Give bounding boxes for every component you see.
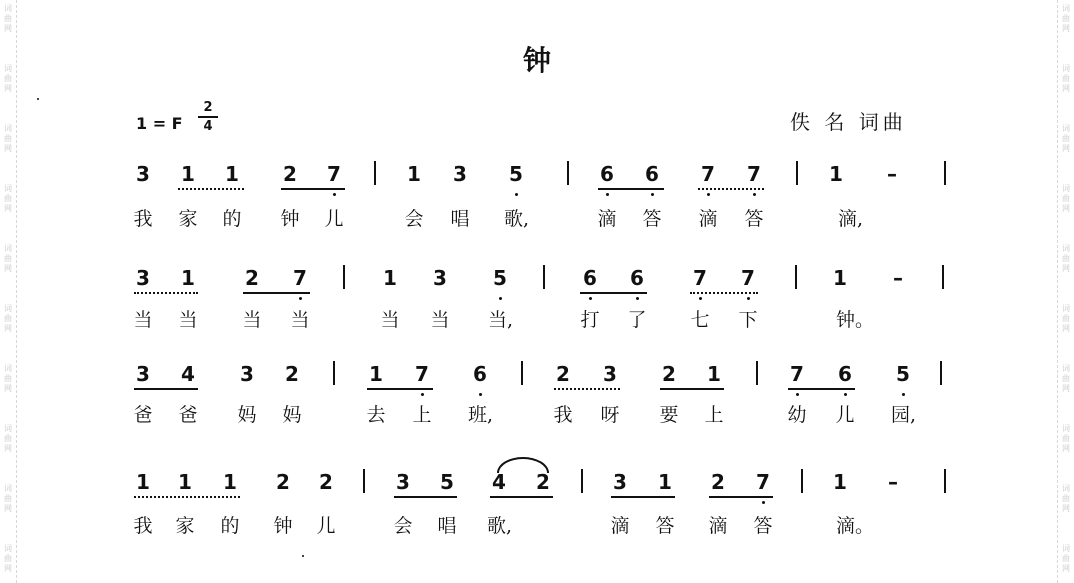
lyric-char: 钟 (280, 208, 300, 230)
score-note: 1 (658, 470, 672, 494)
beam-underline (367, 388, 433, 390)
score-note: – (893, 266, 903, 290)
score-note: 7 (741, 266, 755, 290)
beam-underline (598, 188, 664, 190)
bar-line (543, 265, 545, 289)
lyric-char: 幼 (787, 404, 807, 426)
bar-line (581, 469, 583, 493)
lyric-char: 歌, (487, 515, 513, 537)
watermark-text: 词 曲 网 (4, 424, 12, 453)
lyric-char: 钟 (273, 515, 293, 537)
score-note: – (887, 162, 897, 186)
beam-underline (554, 388, 620, 390)
score-note: 1 (223, 470, 237, 494)
lyric-char: 滴 (708, 515, 728, 537)
bar-line (363, 469, 365, 493)
lyric-char: 会 (404, 208, 424, 230)
lyric-char: 儿 (835, 404, 855, 426)
low-octave-dot (753, 193, 756, 196)
watermark-text: 词 曲 网 (4, 364, 12, 393)
score-note: 1 (829, 162, 843, 186)
bar-line (333, 361, 335, 385)
score-note: 2 (283, 162, 297, 186)
tie-slur (497, 457, 549, 473)
scan-speck (37, 98, 39, 100)
time-signature-line (198, 116, 218, 118)
beam-underline (660, 388, 724, 390)
bar-line (756, 361, 758, 385)
watermark-text: 词 曲 网 (1062, 244, 1070, 273)
lyric-char: 要 (659, 404, 679, 426)
beam-underline (788, 388, 855, 390)
lyric-char: 七 (690, 309, 710, 331)
lyric-char: 爸 (133, 404, 153, 426)
beam-underline (490, 496, 553, 498)
low-octave-dot (589, 297, 592, 300)
beam-underline (134, 496, 240, 498)
watermark-text: 词 曲 网 (4, 4, 12, 33)
bar-line (942, 265, 944, 289)
score-note: – (888, 470, 898, 494)
lyric-char: 歌, (504, 208, 530, 230)
score-note: 6 (473, 362, 487, 386)
low-octave-dot (499, 297, 502, 300)
score-note: 1 (833, 470, 847, 494)
watermark-text: 词 曲 网 (1062, 484, 1070, 513)
lyric-char: 我 (133, 515, 153, 537)
low-octave-dot (651, 193, 654, 196)
score-note: 3 (136, 162, 150, 186)
score-note: 3 (433, 266, 447, 290)
watermark-text: 词 曲 网 (4, 64, 12, 93)
score-note: 4 (492, 470, 506, 494)
time-signature-top: 2 (203, 100, 213, 115)
low-octave-dot (796, 393, 799, 396)
watermark-text: 词 曲 网 (1062, 544, 1070, 573)
lyric-char: 当, (488, 309, 514, 331)
score-note: 6 (838, 362, 852, 386)
beam-underline (281, 188, 345, 190)
watermark-text: 词 曲 网 (1062, 124, 1070, 153)
score-note: 6 (583, 266, 597, 290)
lyric-char: 滴 (597, 208, 617, 230)
bar-line (940, 361, 942, 385)
score-note: 1 (707, 362, 721, 386)
lyric-char: 唱 (437, 515, 457, 537)
beam-underline (134, 388, 198, 390)
lyric-char: 家 (178, 208, 198, 230)
lyric-char: 当 (133, 309, 153, 331)
lyric-char: 爸 (178, 404, 198, 426)
lyric-char: 答 (753, 515, 773, 537)
beam-underline (611, 496, 675, 498)
bar-line (944, 161, 946, 185)
low-octave-dot (299, 297, 302, 300)
score-note: 5 (440, 470, 454, 494)
score-note: 1 (407, 162, 421, 186)
score-note: 5 (896, 362, 910, 386)
lyric-char: 滴。 (836, 515, 875, 537)
beam-underline (709, 496, 773, 498)
lyric-char: 我 (553, 404, 573, 426)
lyric-char: 家 (175, 515, 195, 537)
lyric-char: 钟。 (836, 309, 875, 331)
score-note: 2 (285, 362, 299, 386)
low-octave-dot (515, 193, 518, 196)
lyric-char: 的 (222, 208, 242, 230)
low-octave-dot (699, 297, 702, 300)
watermark-text: 词 曲 网 (4, 484, 12, 513)
score-note: 2 (319, 470, 333, 494)
bar-line (944, 469, 946, 493)
low-octave-dot (844, 393, 847, 396)
score-note: 7 (701, 162, 715, 186)
watermark-text: 词 曲 网 (4, 544, 12, 573)
beam-underline (698, 188, 764, 190)
bar-line (374, 161, 376, 185)
bar-line (801, 469, 803, 493)
score-note: 7 (790, 362, 804, 386)
score-note: 1 (178, 470, 192, 494)
lyric-char: 当 (290, 309, 310, 331)
beam-underline (243, 292, 310, 294)
score-note: 3 (396, 470, 410, 494)
bar-line (567, 161, 569, 185)
watermark-text: 词 曲 网 (4, 244, 12, 273)
lyric-char: 上 (704, 404, 724, 426)
lyric-char: 唱 (450, 208, 470, 230)
low-octave-dot (479, 393, 482, 396)
score-note: 1 (369, 362, 383, 386)
low-octave-dot (707, 193, 710, 196)
score-note: 2 (711, 470, 725, 494)
score-note: 2 (245, 266, 259, 290)
score-note: 4 (181, 362, 195, 386)
lyric-char: 了 (627, 309, 647, 331)
lyric-char: 当 (380, 309, 400, 331)
score-note: 3 (240, 362, 254, 386)
score-note: 3 (613, 470, 627, 494)
lyric-char: 我 (133, 208, 153, 230)
song-title: 钟 (522, 44, 551, 77)
watermark-text: 词 曲 网 (4, 124, 12, 153)
low-octave-dot (636, 297, 639, 300)
lyric-char: 儿 (324, 208, 344, 230)
lyric-char: 滴 (698, 208, 718, 230)
score-note: 1 (383, 266, 397, 290)
lyric-char: 打 (580, 309, 600, 331)
lyric-char: 妈 (237, 404, 257, 426)
beam-underline (580, 292, 647, 294)
beam-underline (690, 292, 758, 294)
bar-line (521, 361, 523, 385)
score-note: 5 (509, 162, 523, 186)
bar-line (795, 265, 797, 289)
key-signature: 1 = F (136, 114, 183, 133)
low-octave-dot (333, 193, 336, 196)
watermark-text: 词 曲 网 (1062, 424, 1070, 453)
score-note: 7 (747, 162, 761, 186)
lyric-char: 园, (891, 404, 917, 426)
watermark-text: 词 曲 网 (1062, 64, 1070, 93)
score-note: 2 (276, 470, 290, 494)
score-note: 1 (833, 266, 847, 290)
score-note: 6 (645, 162, 659, 186)
low-octave-dot (421, 393, 424, 396)
time-signature (198, 100, 218, 134)
lyric-char: 上 (412, 404, 432, 426)
score-note: 6 (630, 266, 644, 290)
score-note: 2 (556, 362, 570, 386)
low-octave-dot (747, 297, 750, 300)
score-note: 3 (136, 266, 150, 290)
watermark-text: 词 曲 网 (1062, 304, 1070, 333)
lyric-char: 呀 (600, 404, 620, 426)
lyric-char: 当 (178, 309, 198, 331)
bar-line (796, 161, 798, 185)
time-signature-bottom: 4 (203, 119, 213, 134)
lyric-char: 去 (366, 404, 386, 426)
lyric-char: 会 (393, 515, 413, 537)
beam-underline (394, 496, 457, 498)
score-note: 7 (293, 266, 307, 290)
watermark-text: 词 曲 网 (1062, 4, 1070, 33)
lyric-char: 答 (744, 208, 764, 230)
beam-underline (134, 292, 198, 294)
score-note: 3 (453, 162, 467, 186)
score-note: 7 (693, 266, 707, 290)
score-note: 3 (603, 362, 617, 386)
lyric-char: 当 (430, 309, 450, 331)
bar-line (343, 265, 345, 289)
composer-credit: 佚 名 词曲 (790, 110, 907, 134)
lyric-char: 班, (468, 404, 494, 426)
watermark-text: 词 曲 网 (1062, 364, 1070, 393)
score-note: 2 (662, 362, 676, 386)
lyric-char: 滴 (610, 515, 630, 537)
lyric-char: 妈 (282, 404, 302, 426)
watermark-text: 词 曲 网 (4, 184, 12, 213)
beam-underline (178, 188, 244, 190)
score-note: 2 (536, 470, 550, 494)
score-note: 1 (225, 162, 239, 186)
score-note: 1 (181, 266, 195, 290)
lyric-char: 下 (738, 309, 758, 331)
watermark-text: 词 曲 网 (4, 304, 12, 333)
low-octave-dot (762, 501, 765, 504)
score-note: 5 (493, 266, 507, 290)
lyric-char: 滴, (838, 208, 864, 230)
score-note: 7 (415, 362, 429, 386)
low-octave-dot (902, 393, 905, 396)
score-note: 3 (136, 362, 150, 386)
watermark-text: 词 曲 网 (1062, 184, 1070, 213)
score-note: 1 (136, 470, 150, 494)
lyric-char: 答 (655, 515, 675, 537)
score-note: 6 (600, 162, 614, 186)
lyric-char: 当 (242, 309, 262, 331)
score-note: 7 (327, 162, 341, 186)
lyric-char: 儿 (316, 515, 336, 537)
low-octave-dot (606, 193, 609, 196)
scan-speck (302, 555, 304, 557)
lyric-char: 的 (220, 515, 240, 537)
score-note: 1 (181, 162, 195, 186)
lyric-char: 答 (642, 208, 662, 230)
score-note: 7 (756, 470, 770, 494)
